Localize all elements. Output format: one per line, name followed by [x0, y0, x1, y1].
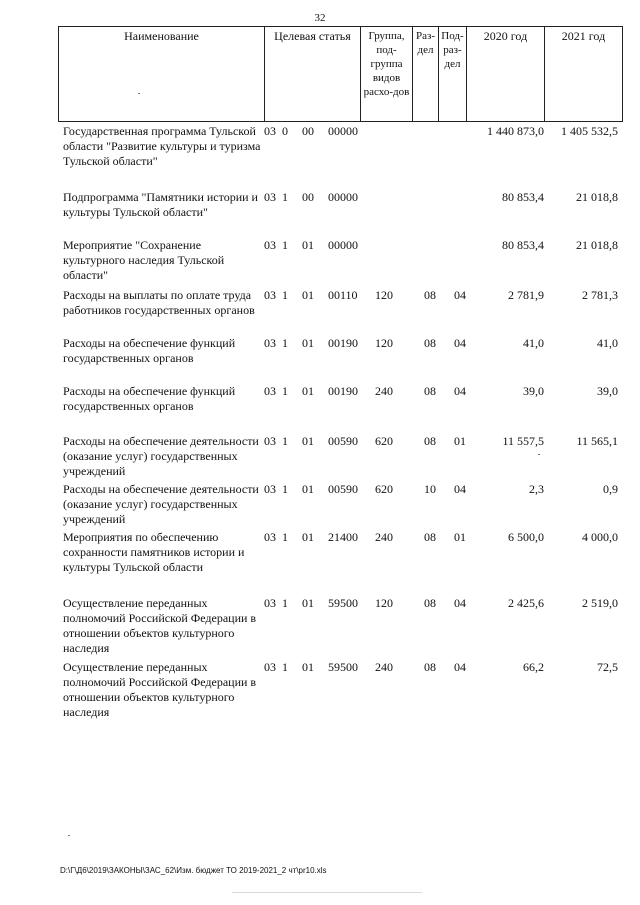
header-2020: 2020 год [467, 27, 545, 122]
row-amount-2021: 41,0 [597, 336, 618, 350]
row-group: 620 [375, 434, 393, 448]
row-code-direction: 00000 [328, 238, 358, 252]
row-code-program: 03 [264, 238, 276, 252]
row-code-subprogram: 1 [282, 530, 288, 544]
header-group: Группа, под-группа видов расхо-дов [361, 27, 413, 122]
row-subsection: 04 [454, 384, 466, 398]
row-code-direction: 59500 [328, 596, 358, 610]
row-amount-2020: 66,2 [523, 660, 544, 674]
row-code-direction: 00000 [328, 124, 358, 138]
row-code-event: 01 [302, 530, 314, 544]
row-code-subprogram: 1 [282, 434, 288, 448]
row-code-event: 01 [302, 288, 314, 302]
row-section: 08 [424, 660, 436, 674]
row-code-subprogram: 1 [282, 660, 288, 674]
scan-speck [68, 835, 70, 836]
row-subsection: 04 [454, 596, 466, 610]
row-subsection: 04 [454, 336, 466, 350]
row-code-direction: 00110 [328, 288, 358, 302]
row-subsection: 04 [454, 288, 466, 302]
header-2021: 2021 год [545, 27, 623, 122]
row-name: Государственная программа Тульской области "Развитие культуры и туризма Тульской области" [63, 124, 261, 168]
row-amount-2020: 6 500,0 [508, 530, 544, 544]
row-code-program: 03 [264, 124, 276, 138]
row-code-direction: 00590 [328, 434, 358, 448]
row-code-program: 03 [264, 190, 276, 204]
row-amount-2020: 80 853,4 [502, 238, 544, 252]
row-code-event: 01 [302, 238, 314, 252]
row-amount-2021: 1 405 532,5 [561, 124, 618, 138]
row-section: 08 [424, 336, 436, 350]
row-code-direction: 00000 [328, 190, 358, 204]
scan-speck [138, 93, 140, 94]
row-subsection: 01 [454, 434, 466, 448]
row-code-event: 01 [302, 384, 314, 398]
row-code-direction: 00590 [328, 482, 358, 496]
row-amount-2021: 11 565,1 [576, 434, 618, 448]
row-name: Мероприятия по обеспечению сохранности памятников истории и культуры Тульской области [63, 530, 245, 574]
row-name: Подпрограмма "Памятники истории и культуры Тульской области" [63, 190, 258, 219]
row-code-subprogram: 1 [282, 384, 288, 398]
row-subsection: 04 [454, 482, 466, 496]
row-code-direction: 59500 [328, 660, 358, 674]
row-amount-2021: 0,9 [603, 482, 618, 496]
row-code-event: 00 [302, 190, 314, 204]
row-section: 08 [424, 288, 436, 302]
row-amount-2020: 41,0 [523, 336, 544, 350]
row-code-program: 03 [264, 482, 276, 496]
row-name: Расходы на выплаты по оплате труда работников государственных органов [63, 288, 255, 317]
row-group: 240 [375, 384, 393, 398]
row-code-subprogram: 1 [282, 190, 288, 204]
row-amount-2020: 2,3 [529, 482, 544, 496]
row-name: Осуществление переданных полномочий Российской Федерации в отношении объектов культурного наследия [63, 596, 257, 655]
row-amount-2021: 2 781,3 [582, 288, 618, 302]
row-code-direction: 00190 [328, 384, 358, 398]
row-name: Расходы на обеспечение деятельности (оказание услуг) государственных учреждений [63, 482, 259, 526]
row-subsection: 04 [454, 660, 466, 674]
row-code-event: 01 [302, 660, 314, 674]
row-name: Расходы на обеспечение деятельности (оказание услуг) государственных учреждений [63, 434, 259, 478]
row-code-subprogram: 1 [282, 238, 288, 252]
row-code-program: 03 [264, 596, 276, 610]
row-code-event: 01 [302, 596, 314, 610]
row-group: 120 [375, 288, 393, 302]
page-number: 32 [314, 12, 326, 24]
faint-bottom-line [232, 892, 422, 893]
file-path-footer: D:\Г\Д6\2019\ЗАКОНЫ\ЗАС_62\Изм. бюджет ТО 2019-2021_2 чт\pr10.xls [60, 866, 327, 875]
row-section: 08 [424, 596, 436, 610]
row-section: 08 [424, 530, 436, 544]
row-code-program: 03 [264, 384, 276, 398]
row-amount-2021: 4 000,0 [582, 530, 618, 544]
row-amount-2020: 1 440 873,0 [487, 124, 544, 138]
row-code-subprogram: 1 [282, 596, 288, 610]
row-group: 120 [375, 596, 393, 610]
row-code-direction: 00190 [328, 336, 358, 350]
row-code-direction: 21400 [328, 530, 358, 544]
row-code-program: 03 [264, 660, 276, 674]
header-name: Наименование [59, 27, 265, 122]
row-amount-2021: 72,5 [597, 660, 618, 674]
row-amount-2020: 39,0 [523, 384, 544, 398]
row-code-program: 03 [264, 336, 276, 350]
row-code-event: 00 [302, 124, 314, 138]
row-section: 08 [424, 434, 436, 448]
row-code-program: 03 [264, 288, 276, 302]
header-target: Целевая статья [265, 27, 361, 122]
row-code-subprogram: 1 [282, 482, 288, 496]
row-code-event: 01 [302, 434, 314, 448]
row-amount-2021: 21 018,8 [576, 190, 618, 204]
row-name: Осуществление переданных полномочий Российской Федерации в отношении объектов культурного наследия [63, 660, 257, 719]
row-group: 620 [375, 482, 393, 496]
row-amount-2020: 11 557,5 [502, 434, 544, 448]
row-code-event: 01 [302, 482, 314, 496]
row-code-subprogram: 1 [282, 336, 288, 350]
row-code-subprogram: 1 [282, 288, 288, 302]
row-amount-2020: 2 425,6 [508, 596, 544, 610]
row-section: 10 [424, 482, 436, 496]
row-name: Расходы на обеспечение функций государственных органов [63, 336, 236, 365]
header-subsection: Под-раз-дел [439, 27, 467, 122]
row-amount-2021: 21 018,8 [576, 238, 618, 252]
row-name: Мероприятие "Сохранение культурного наследия Тульской области" [63, 238, 225, 282]
row-amount-2021: 39,0 [597, 384, 618, 398]
scan-speck [538, 454, 540, 455]
row-code-program: 03 [264, 434, 276, 448]
row-code-event: 01 [302, 336, 314, 350]
row-code-program: 03 [264, 530, 276, 544]
row-section: 08 [424, 384, 436, 398]
row-name: Расходы на обеспечение функций государственных органов [63, 384, 236, 413]
row-amount-2020: 80 853,4 [502, 190, 544, 204]
row-group: 120 [375, 336, 393, 350]
table-header [58, 26, 623, 122]
row-group: 240 [375, 660, 393, 674]
row-code-subprogram: 0 [282, 124, 288, 138]
row-amount-2020: 2 781,9 [508, 288, 544, 302]
header-section: Раз-дел [413, 27, 439, 122]
row-subsection: 01 [454, 530, 466, 544]
row-group: 240 [375, 530, 393, 544]
row-amount-2021: 2 519,0 [582, 596, 618, 610]
